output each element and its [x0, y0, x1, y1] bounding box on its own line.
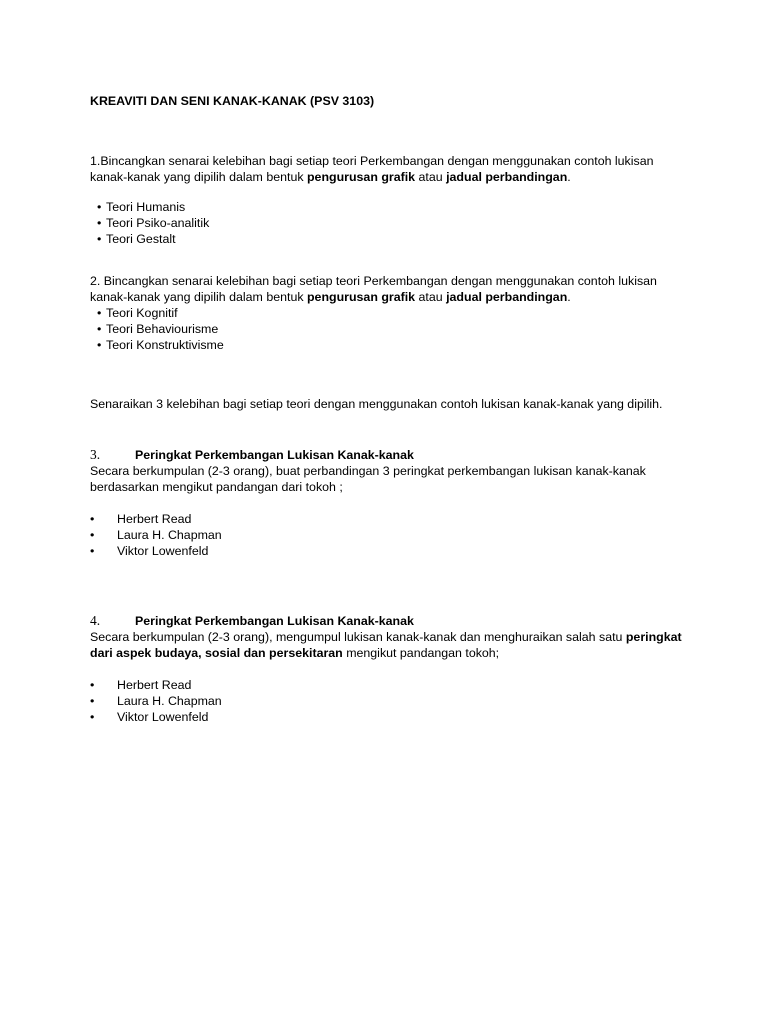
instruction-note: Senaraikan 3 kelebihan bagi setiap teori dengan menggunakan contoh lukisan kanak-kanak yang dipilih.: [90, 397, 663, 411]
question-3: [90, 447, 690, 559]
question-3-heading: Peringkat Perkembangan Lukisan Kanak-kanak: [135, 448, 414, 462]
list-item: • Teori Kognitif: [97, 305, 690, 321]
question-3-figure-list: [90, 511, 690, 559]
question-2-text-end: .: [567, 290, 571, 304]
list-item: • Teori Gestalt: [97, 231, 690, 247]
list-item: • Herbert Read: [90, 677, 690, 693]
question-4-body-pre: Secara berkumpulan (2-3 orang), mengumpul lukisan kanak-kanak dan menghuraikan salah satu: [90, 630, 626, 644]
question-2: [90, 273, 690, 353]
list-item: • Viktor Lowenfeld: [90, 543, 690, 559]
question-1-theory-list: [90, 199, 690, 247]
question-4-number: 4.: [90, 613, 101, 628]
question-3-body: Secara berkumpulan (2-3 orang), buat perbandingan 3 peringkat perkembangan lukisan kanak-kanak berdasarkan mengikut pandangan dari tokoh ;: [90, 464, 646, 494]
question-4-heading: Peringkat Perkembangan Lukisan Kanak-kanak: [135, 614, 414, 628]
question-1-text-end: .: [567, 170, 571, 184]
question-2-text: [90, 273, 690, 305]
list-item: • Laura H. Chapman: [90, 693, 690, 709]
list-item: • Laura H. Chapman: [90, 527, 690, 543]
question-3-header: [90, 447, 690, 463]
list-item: • Teori Humanis: [97, 199, 690, 215]
question-1: [90, 153, 690, 247]
question-4: [90, 613, 690, 725]
question-1-bold-grafik: pengurusan grafik: [306, 170, 416, 184]
question-4-body-end: mengikut pandangan tokoh;: [342, 646, 500, 660]
question-2-text-mid: atau: [415, 290, 447, 304]
list-item: • Teori Konstruktivisme: [97, 337, 690, 353]
question-1-bold-jadual: jadual perbandingan: [446, 170, 568, 184]
list-item: • Herbert Read: [90, 511, 690, 527]
question-2-theory-list: [90, 305, 690, 353]
question-4-body: [90, 629, 690, 661]
list-item: • Teori Psiko-analitik: [97, 215, 690, 231]
question-2-text-pre: 2. Bincangkan senarai kelebihan bagi setiap teori Perkembangan dengan menggunakan contoh lukisan kanak-kanak yang dipilih dalam bentuk: [90, 274, 657, 304]
question-4-header: [90, 613, 690, 629]
list-item: • Teori Behaviourisme: [97, 321, 690, 337]
question-3-number: 3.: [90, 447, 101, 462]
document-title: KREAVITI DAN SENI KANAK-KANAK (PSV 3103): [90, 94, 375, 108]
question-1-text-mid: atau: [415, 170, 447, 184]
list-item: • Viktor Lowenfeld: [90, 709, 690, 725]
question-1-text-pre: 1.Bincangkan senarai kelebihan bagi setiap teori Perkembangan dengan menggunakan contoh lukisan kanak-kanak yang dipilih dalam bentuk: [90, 154, 654, 184]
question-4-body-bold: peringkat dari aspek budaya, sosial dan persekitaran: [90, 630, 682, 660]
question-4-figure-list: [90, 677, 690, 725]
question-2-bold-jadual: jadual perbandingan: [446, 290, 568, 304]
question-2-bold-grafik: pengurusan grafik: [306, 290, 416, 304]
question-1-text: [90, 153, 690, 185]
